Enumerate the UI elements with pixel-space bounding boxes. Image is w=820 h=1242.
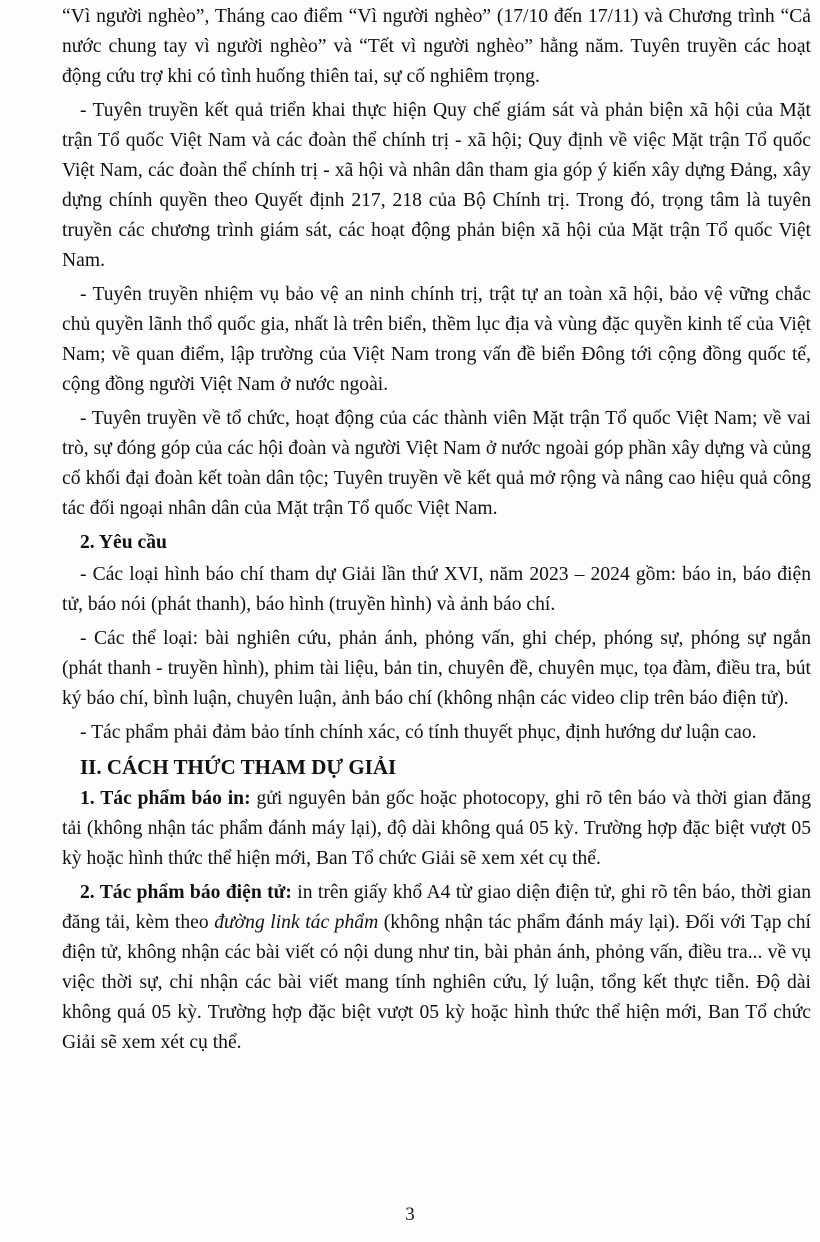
paragraph-media-types: - Các loại hình báo chí tham dự Giải lần thứ XVI, năm 2023 – 2024 gồm: báo in, báo điện tử, báo nói (phát thanh), báo hình (truyền hình) và ảnh báo chí. xyxy=(62,564,811,615)
paragraph-poverty-campaign: “Vì người nghèo”, Tháng cao điểm “Vì người nghèo” (17/10 đến 17/11) và Chương trình “Cả nước chung tay vì người nghèo” và “Tết vì người nghèo” hằng năm. Tuyên truyền các hoạt động cứu trợ khi có tình huống thiên tai, sự cố nghiêm trọng. xyxy=(62,6,811,87)
paragraph-print-works xyxy=(62,784,811,874)
heading-requirements: 2. Yêu cầu xyxy=(80,532,167,553)
online-works-link-phrase: đường link tác phẩm xyxy=(214,912,379,933)
online-works-body-a: in trên giấy khổ A4 từ giao diện điện tử, ghi rõ tên báo, thời gian đăng tải, kèm theo xyxy=(62,882,812,933)
paragraph-genres: - Các thể loại: bài nghiên cứu, phản ánh, phỏng vấn, ghi chép, phóng sự, phóng sự ngắn (phát thanh - truyền hình), phim tài liệu, bản tin, chuyên đề, chuyên mục, tọa đàm, điều tra, bút ký báo chí, bình luận, chuyên luận, ảnh báo chí (không nhận các video clip trên báo điện tử). xyxy=(62,628,811,709)
print-works-lead: 1. Tác phẩm báo in: xyxy=(80,788,251,809)
paragraph-accuracy: - Tác phẩm phải đảm bảo tính chính xác, có tính thuyết phục, định hướng dư luận cao. xyxy=(80,722,757,743)
online-works-lead: 2. Tác phẩm báo điện tử: xyxy=(80,882,292,903)
section-heading-participation: II. CÁCH THỨC THAM DỰ GIẢI xyxy=(80,755,397,779)
paragraph-supervision: - Tuyên truyền kết quả triển khai thực hiện Quy chế giám sát và phản biện xã hội của Mặt trận Tổ quốc Việt Nam và các đoàn thể chính trị - xã hội; Quy định về việc Mặt trận Tổ quốc Việt Nam, các đoàn thể chính trị - xã hội và nhân dân tham gia góp ý kiến xây dựng Đảng, xây dựng chính quyền theo Quyết định 217, 218 của Bộ Chính trị. Trong đó, trọng tâm là tuyên truyền các chương trình giám sát, các hoạt động phản biện xã hội của Mặt trận Tổ quốc Việt Nam. xyxy=(62,100,811,271)
print-works-body: gửi nguyên bản gốc hoặc photocopy, ghi rõ tên báo và thời gian đăng tải (không nhận tác phẩm đánh máy lại), độ dài không quá 05 kỳ. Trường hợp đặc biệt vượt 05 kỳ hoặc hình thức thể hiện mới, Ban Tổ chức Giải sẽ xem xét cụ thể. xyxy=(62,788,811,869)
online-works-body-b: (không nhận tác phẩm đánh máy lại). Đối với Tạp chí điện tử, không nhận các bài viết có nội dung như tin, bài phản ánh, phỏng vấn, điều tra... về vụ việc thời sự, chỉ nhận các bài viết mang tính nghiên cứu, lý luận, tổng kết thực tiễn. Độ dài không quá 05 kỳ. Trường hợp đặc biệt vượt 05 kỳ hoặc hình thức thể hiện mới, Ban Tổ chức Giải sẽ xem xét cụ thể. xyxy=(62,912,811,1053)
paragraph-security: - Tuyên truyền nhiệm vụ bảo vệ an ninh chính trị, trật tự an toàn xã hội, bảo vệ vững chắc chủ quyền lãnh thổ quốc gia, nhất là trên biển, thềm lục địa và vùng đặc quyền kinh tế của Việt Nam; về quan điểm, lập trường của Việt Nam trong vấn đề biển Đông tới cộng đồng quốc tế, cộng đồng người Việt Nam ở nước ngoài. xyxy=(62,284,811,395)
paragraph-overseas: - Tuyên truyền về tổ chức, hoạt động của các thành viên Mặt trận Tổ quốc Việt Nam; về vai trò, sự đóng góp của các hội đoàn và người Việt Nam ở nước ngoài góp phần xây dựng và củng cố khối đại đoàn kết toàn dân tộc; Tuyên truyền về kết quả mở rộng và nâng cao hiệu quả công tác đối ngoại nhân dân của Mặt trận Tổ quốc Việt Nam. xyxy=(62,408,811,519)
paragraph-online-works xyxy=(62,878,811,1058)
document-body xyxy=(62,2,811,1062)
page-number: 3 xyxy=(405,1204,415,1225)
